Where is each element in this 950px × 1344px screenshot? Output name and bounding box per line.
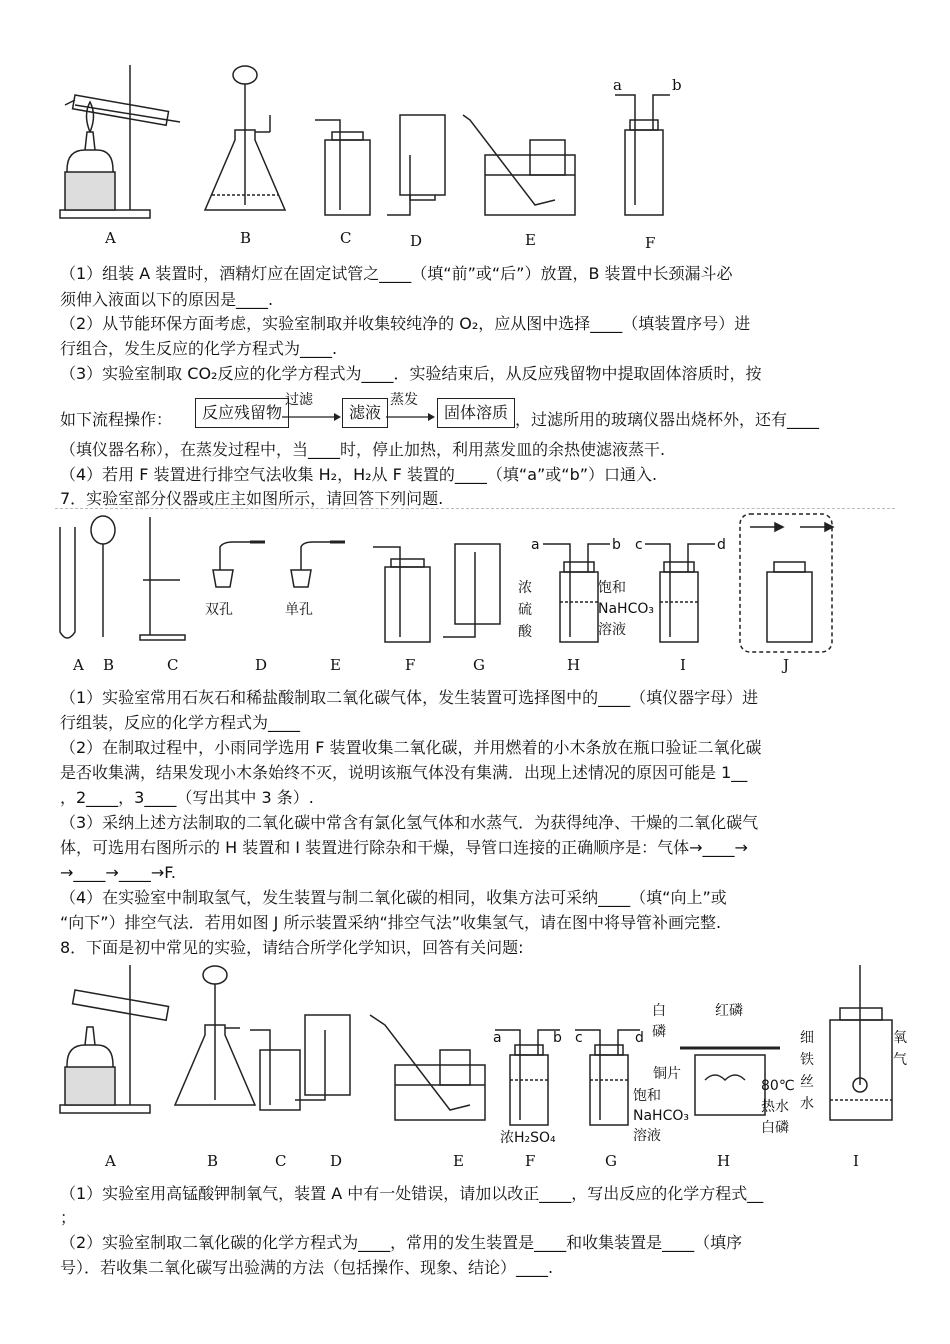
fig-label: A (105, 1152, 116, 1170)
q7-p4-line2: “向下”）排空气法．若用如图 J 所示装置采纳“排空气法”收集氢气，请在图中将导管补画完整. (60, 913, 722, 932)
fig-label: H (567, 656, 581, 674)
q7-title: 7．实验室部分仪器或庄主如图所示，请回答下列问题. (60, 489, 444, 508)
e-caption: 单孔 (285, 602, 313, 618)
figure-q7-svg (55, 512, 895, 677)
q7-p3-line3: →____→____→F. (60, 863, 176, 882)
fig-label: G (605, 1152, 617, 1170)
letter: d (717, 537, 726, 553)
fig-label: I (680, 656, 686, 674)
flow-box-filtrate: 滤液 (342, 398, 388, 428)
fig-label: B (207, 1152, 219, 1170)
g-text2: NaHCO₃ (633, 1108, 689, 1124)
fig-label: E (330, 656, 341, 674)
q8-title: 8．下面是初中常见的实验，请结合所学化学知识，回答有关问题: (60, 938, 524, 957)
fig-label: F (645, 234, 656, 252)
i-o2: 氧 (893, 1030, 907, 1046)
flow-box-residue: 反应残留物 (195, 398, 289, 428)
flow-arrow-label: 蒸发 (390, 392, 418, 408)
fig-label: E (525, 231, 536, 249)
figure-q6-svg (55, 60, 695, 255)
i-char: 细 (800, 1030, 814, 1046)
fig-label: I (853, 1152, 859, 1170)
fig-label: D (330, 1152, 343, 1170)
letter: d (635, 1030, 644, 1046)
q6-p2-line1: （2）从节能环保方面考虑，实验室制取并收集较纯净的 O₂，应从图中选择____（填装置序号）进 (60, 314, 751, 333)
fig-label: H (717, 1152, 731, 1170)
i-char: 铁 (800, 1052, 814, 1068)
q7-p4-line1: （4）在实验室中制取氢气，发生装置与制二氧化碳的相同，收集方法可采纳____（填“向上”或 (60, 888, 727, 907)
i-char: 丝 (800, 1074, 814, 1090)
fig-label: C (167, 656, 179, 674)
q8-p1-line1: （1）实验室用高锰酸钾制氧气，装置 A 中有一处错误，请加以改正____，写出反应的化学方程式__ (60, 1184, 764, 1203)
q7-p1-line2: 行组装，反应的化学方程式为____ (60, 713, 301, 732)
i-text3: 溶液 (598, 622, 626, 638)
i-text1: 饱和 (598, 580, 626, 596)
d-caption: 双孔 (205, 602, 233, 618)
q8-p1-line2: ； (60, 1208, 77, 1227)
q6-p1-line1: （1）组装 A 装置时，酒精灯应在固定试管之____（填“前”或“后”）放置，B 装置中长颈漏斗必 (60, 264, 733, 283)
fig-letter: a (613, 76, 622, 94)
h-80: 80℃ (761, 1078, 795, 1094)
h-honglin: 红磷 (715, 1003, 743, 1019)
q6-p2-line2: 行组合，发生反应的化学方程式为____. (60, 339, 338, 358)
q7-p2-line3: ，2____，3____（写出其中 3 条）. (60, 788, 314, 807)
h-bailin-top2: 磷 (652, 1024, 666, 1040)
flow-arrow-icon (386, 412, 436, 422)
fig-label: J (783, 656, 790, 674)
h-char: 酸 (518, 624, 532, 640)
h-tongpian: 铜片 (653, 1066, 681, 1082)
fig-label: E (453, 1152, 464, 1170)
fig-label: C (275, 1152, 287, 1170)
fig-label: B (240, 229, 252, 247)
i-char: 水 (800, 1096, 814, 1112)
g-text3: 溶液 (633, 1128, 661, 1144)
fig-label: A (73, 656, 84, 674)
q6-p3-line1: （3）实验室制取 CO₂反应的化学方程式为____．实验结束后，从反应残留物中提取固体溶质时，按 (60, 364, 762, 383)
q6-p4: （4）若用 F 装置进行排空气法收集 H₂，H₂从 F 装置的____（填“a”或“b”）口通入. (60, 465, 658, 484)
fig-label: F (525, 1152, 536, 1170)
letter: a (531, 537, 540, 553)
h-reshui: 热水 (761, 1099, 789, 1115)
g-text1: 饱和 (633, 1088, 661, 1104)
h-char: 硫 (518, 602, 532, 618)
h-text (518, 580, 536, 640)
fig-label: D (255, 656, 268, 674)
letter: c (635, 537, 643, 553)
fig-label: F (405, 656, 416, 674)
q7-p2-line2: 是否收集满，结果发现小木条始终不灭，说明该瓶气体没有集满．出现上述情况的原因可能是 1__ (60, 763, 748, 782)
q7-p2-line1: （2）在制取过程中，小雨同学选用 F 装置收集二氧化碳，并用燃着的小木条放在瓶口验证二氧化碳 (60, 738, 762, 757)
flow-arrow-icon (282, 412, 342, 422)
q7-p3-line2: 体，可选用右图所示的 H 装置和 I 装置进行除杂和干燥，导管口连接的正确顺序是：气体→____→ (60, 838, 748, 857)
i-text2: NaHCO₃ (598, 601, 654, 617)
q6-p1-line2: 须伸入液面以下的原因是____. (60, 290, 274, 309)
fig-letter: b (672, 76, 682, 94)
letter: b (612, 537, 621, 553)
fig-label: C (340, 229, 352, 247)
flow-box-solid: 固体溶质 (437, 398, 515, 428)
q6-p3-line3: （填仪器名称），在蒸发过程中，当____时，停止加热，利用蒸发皿的余热使滤液蒸干. (60, 440, 666, 459)
q7-p1-line1: （1）实验室常用石灰石和稀盐酸制取二氧化碳气体，发生装置可选择图中的____（填仪器字母）进 (60, 688, 759, 707)
q8-p2-line1: （2）实验室制取二氧化碳的化学方程式为____，常用的发生装置是____和收集装置是____（填序 (60, 1233, 743, 1252)
q8-p2-line2: 号）．若收集二氧化碳写出验满的方法（包括操作、现象、结论）____. (60, 1258, 554, 1277)
flow-suffix: ，过滤所用的玻璃仪器出烧杯外，还有____ (515, 410, 820, 429)
h-bailin: 白磷 (761, 1120, 789, 1136)
figure-q6 (55, 60, 695, 255)
figure-q7 (55, 512, 895, 677)
fig-label: G (473, 656, 485, 674)
divider (55, 508, 895, 509)
fig-label: A (105, 229, 116, 247)
letter: c (575, 1030, 583, 1046)
figure-q8-svg (55, 960, 905, 1175)
i-o2: 气 (893, 1052, 907, 1068)
fig-label: D (410, 232, 423, 250)
flow-arrow-label: 过滤 (285, 392, 313, 408)
flow-prefix: 如下流程操作： (60, 410, 173, 429)
letter: b (553, 1030, 562, 1046)
f-text: 浓H₂SO₄ (500, 1130, 556, 1146)
fig-label: B (103, 656, 115, 674)
q7-p3-line1: （3）采纳上述方法制取的二氧化碳中常含有氯化氢气体和水蒸气．为获得纯净、干燥的二氧化碳气 (60, 813, 759, 832)
h-char: 浓 (518, 580, 532, 596)
letter: a (493, 1030, 502, 1046)
figure-q8 (55, 960, 905, 1175)
h-bailin-top: 白 (652, 1003, 666, 1019)
